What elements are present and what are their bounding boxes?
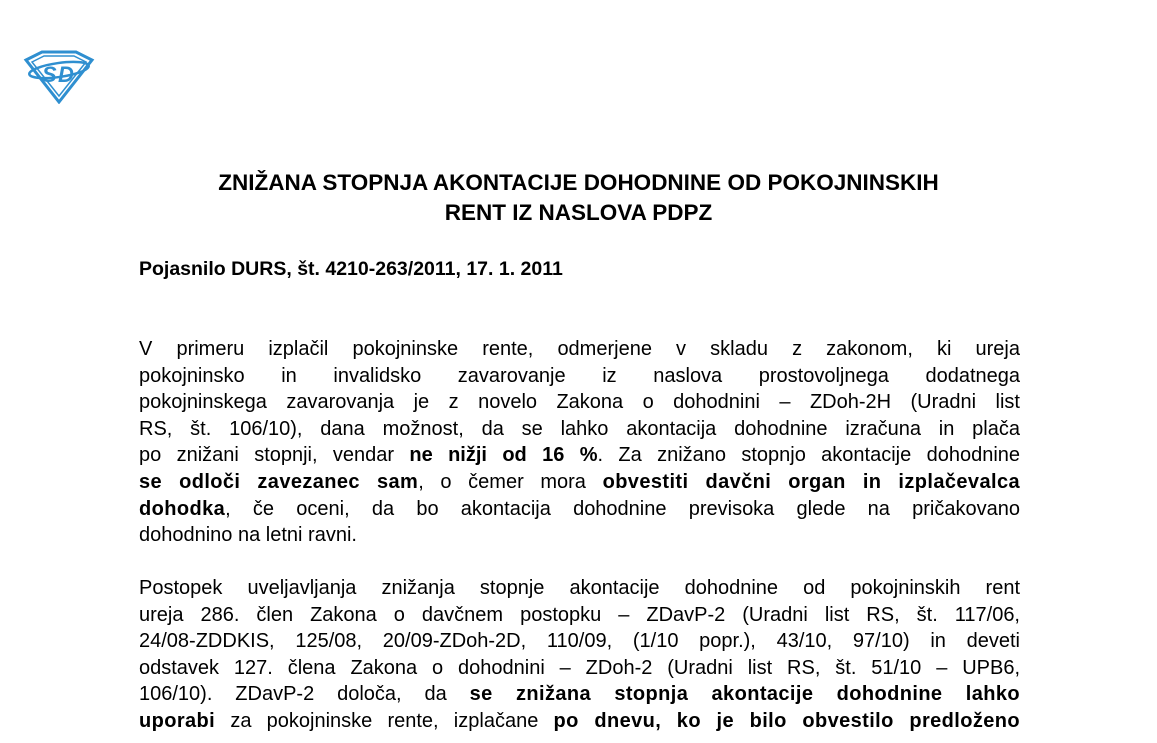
bold-text-run: obvestiti davčni organ in izplačevalca	[602, 470, 1020, 493]
paragraph-2-line: ureja 286. člen Zakona o davčnem postopku – ZDavP-2 (Uradni list RS, št. 117/06,	[139, 603, 1020, 626]
svg-text:D: D	[58, 62, 74, 87]
text-run: po znižani stopnji, vendar	[139, 444, 410, 467]
bold-text-run: se odloči zavezanec sam	[139, 470, 419, 493]
paragraph-2-line: 24/08-ZDDKIS, 125/08, 20/09-ZDoh-2D, 110/09, (1/10 popr.), 43/10, 97/10) in deveti	[139, 630, 1020, 653]
bold-text-run: se znižana stopnja akontacije dohodnine lahko	[469, 683, 1020, 706]
title-line-1: ZNIŽANA STOPNJA AKONTACIJE DOHODNINE OD POKOJNINSKIH	[218, 170, 939, 195]
text-run: za pokojninske rente, izplačane	[215, 709, 554, 732]
text-run: , če oceni, da bo akontacija dohodnine previsoka glede na pričakovano	[225, 497, 1020, 520]
title-line-2: RENT IZ NASLOVA PDPZ	[444, 200, 713, 225]
paragraph-1-line: pokojninskega zavarovanja je z novelo Zakona o dohodnini – ZDoh-2H (Uradni list	[139, 391, 1020, 414]
bold-text-run: po dnevu, ko je bilo obvestilo predloženo	[553, 709, 1020, 732]
paragraph-2	[139, 575, 1020, 735]
svg-text:S: S	[42, 62, 57, 87]
paragraph-1-line	[139, 469, 1020, 496]
paragraph-1	[139, 336, 1020, 549]
bold-text-run: uporabi	[139, 709, 216, 732]
bold-text-run: dohodka	[139, 497, 226, 520]
bold-text-run: ne nižji od 16 %	[409, 444, 598, 467]
sd-shield-logo-icon	[22, 50, 96, 104]
paragraph-1-line: V primeru izplačil pokojninske rente, odmerjene v skladu z zakonom, ki ureja	[139, 338, 1020, 360]
paragraph-1-line: pokojninsko in invalidsko zavarovanje iz naslova prostovoljnega dodatnega	[139, 364, 1020, 387]
document-title	[130, 168, 1027, 228]
text-run: 106/10). ZDavP-2 določa, da	[139, 683, 470, 706]
text-run: , o čemer mora	[418, 470, 603, 493]
paragraph-2-line: Postopek uveljavljanja znižanja stopnje akontacije dohodnine od pokojninskih rent	[139, 577, 1020, 599]
text-run: . Za znižano stopnjo akontacije dohodnine	[597, 444, 1021, 467]
paragraph-1-line: RS, št. 106/10), dana možnost, da se lahko akontacija dohodnine izračuna in plača	[139, 417, 1020, 440]
paragraph-1-line: dohodnino na letni ravni.	[139, 524, 357, 547]
paragraph-2-line	[139, 681, 1020, 708]
paragraph-1-line	[139, 442, 1020, 469]
document-subtitle: Pojasnilo DURS, št. 4210-263/2011, 17. 1. 2011	[139, 258, 563, 280]
paragraph-1-line	[139, 496, 1020, 523]
paragraph-2-line	[139, 708, 1020, 735]
paragraph-2-line: odstavek 127. člena Zakona o dohodnini – ZDoh-2 (Uradni list RS, št. 51/10 – UPB6,	[139, 656, 1020, 679]
